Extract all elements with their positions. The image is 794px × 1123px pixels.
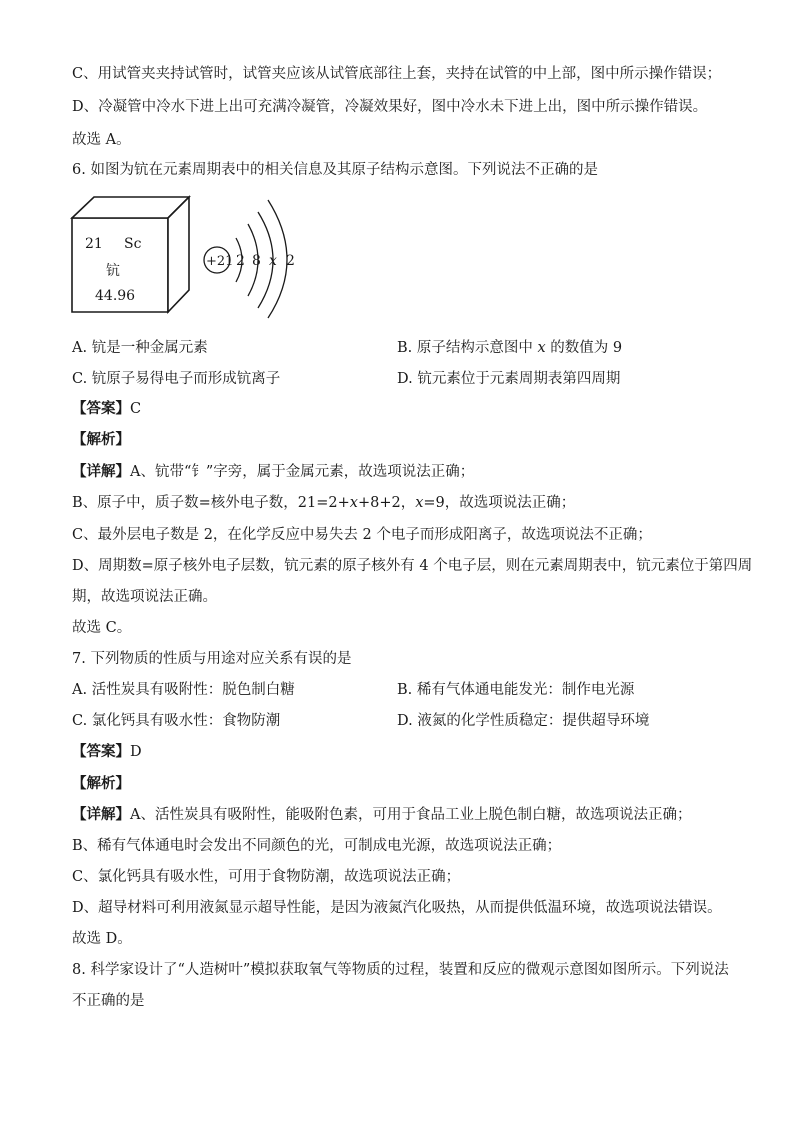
atom-structure-figure (200, 194, 310, 320)
option-6c: C. 钪原子易得电子而形成钪离子 (72, 371, 281, 387)
text-line: D、冷凝管中冷水下进上出可充满冷凝管，冷凝效果好，图中冷水未下进上出，图中所示操作错误。 (72, 99, 708, 115)
analysis-tag: 【解析】 (72, 775, 130, 792)
detail-tag: 【详解】 (72, 806, 130, 823)
variable-x: x (537, 340, 546, 356)
explanation-line: 期，故选项说法正确。 (72, 589, 217, 605)
atomic-number: 21 (85, 236, 103, 252)
shell-1-count: 2 (236, 253, 245, 269)
question-8: 8. 科学家设计了“人造树叶”模拟获取氧气等物质的过程，装置和反应的微观示意图如图所示。下列说法 (72, 962, 729, 978)
option-7a: A. 活性炭具有吸附性：脱色制白糖 (72, 682, 295, 698)
option-6b (397, 338, 622, 358)
atomic-mass: 44.96 (95, 288, 136, 304)
explanation-line: D、周期数=原子核外电子层数，钪元素的原子核外有 4 个电子层，则在元素周期表中，钪元素位于第四周 (72, 558, 753, 574)
shell-4-count: 2 (286, 253, 295, 269)
detail-text: A、活性炭具有吸附性，能吸附色素，可用于食品工业上脱色制白糖，故选项说法正确； (130, 807, 692, 823)
detail-tag: 【详解】 (72, 463, 130, 480)
question-8-continued: 不正确的是 (72, 993, 145, 1009)
answer-tag: 【答案】 (72, 400, 130, 417)
option-7d: D. 液氮的化学性质稳定：提供超导环境 (397, 713, 650, 729)
option-6a: A. 钪是一种金属元素 (72, 340, 208, 356)
option-7c: C. 氯化钙具有吸水性：食物防潮 (72, 713, 281, 729)
shell-2-count: 8 (252, 253, 261, 269)
answer-7 (72, 742, 142, 762)
option-7b: B. 稀有气体通电能发光：制作电光源 (397, 682, 635, 698)
option-6d: D. 钪元素位于元素周期表第四周期 (397, 371, 621, 387)
text-line: 故选 A。 (72, 132, 131, 148)
variable-x: x (349, 495, 358, 511)
answer-6 (72, 399, 141, 419)
explanation-line: C、最外层电子数是 2，在化学反应中易失去 2 个电子而形成阳离子，故选项说法不正确； (72, 527, 652, 543)
question-6: 6. 如图为钪在元素周期表中的相关信息及其原子结构示意图。下列说法不正确的是 (72, 162, 598, 178)
nucleus-charge: +21 (206, 254, 234, 269)
card-side-face (168, 197, 189, 312)
explanation-line: B、稀有气体通电时会发出不同颜色的光，可制成电光源，故选项说法正确； (72, 838, 562, 854)
detail-text: B、原子中，质子数=核外电子数，21=2+ (72, 495, 350, 511)
element-symbol: Sc (124, 236, 142, 252)
element-card-figure (68, 194, 194, 316)
detail-text: +8+2， (357, 495, 416, 511)
explanation-line (72, 493, 575, 513)
variable-x: x (415, 495, 424, 511)
answer-value: D (130, 744, 142, 760)
answer-tag: 【答案】 (72, 743, 130, 760)
conclusion-line: 故选 C。 (72, 620, 132, 636)
detail-text: A、钪带“钅”字旁，属于金属元素，故选项说法正确； (130, 464, 475, 480)
option-text: 的数值为 9 (545, 340, 623, 356)
analysis-tag: 【解析】 (72, 431, 130, 448)
detail-text: =9，故选项说法正确； (423, 495, 576, 511)
explanation-line (72, 462, 474, 482)
answer-value: C (130, 401, 142, 417)
text-line: C、用试管夹夹持试管时，试管夹应该从试管底部往上套，夹持在试管的中上部，图中所示操作错误； (72, 66, 722, 82)
conclusion-line: 故选 D。 (72, 931, 132, 947)
question-7: 7. 下列物质的性质与用途对应关系有误的是 (72, 651, 352, 667)
explanation-line: D、超导材料可利用液氮显示超导性能，是因为液氮汽化吸热，从而提供低温环境，故选项说法错误。 (72, 900, 722, 916)
option-text: B. 原子结构示意图中 (397, 340, 538, 356)
explanation-line (72, 805, 691, 825)
element-name: 钪 (106, 263, 120, 279)
shell-3-count: x (269, 253, 277, 269)
explanation-line: C、氯化钙具有吸水性，可用于食物防潮，故选项说法正确； (72, 869, 461, 885)
